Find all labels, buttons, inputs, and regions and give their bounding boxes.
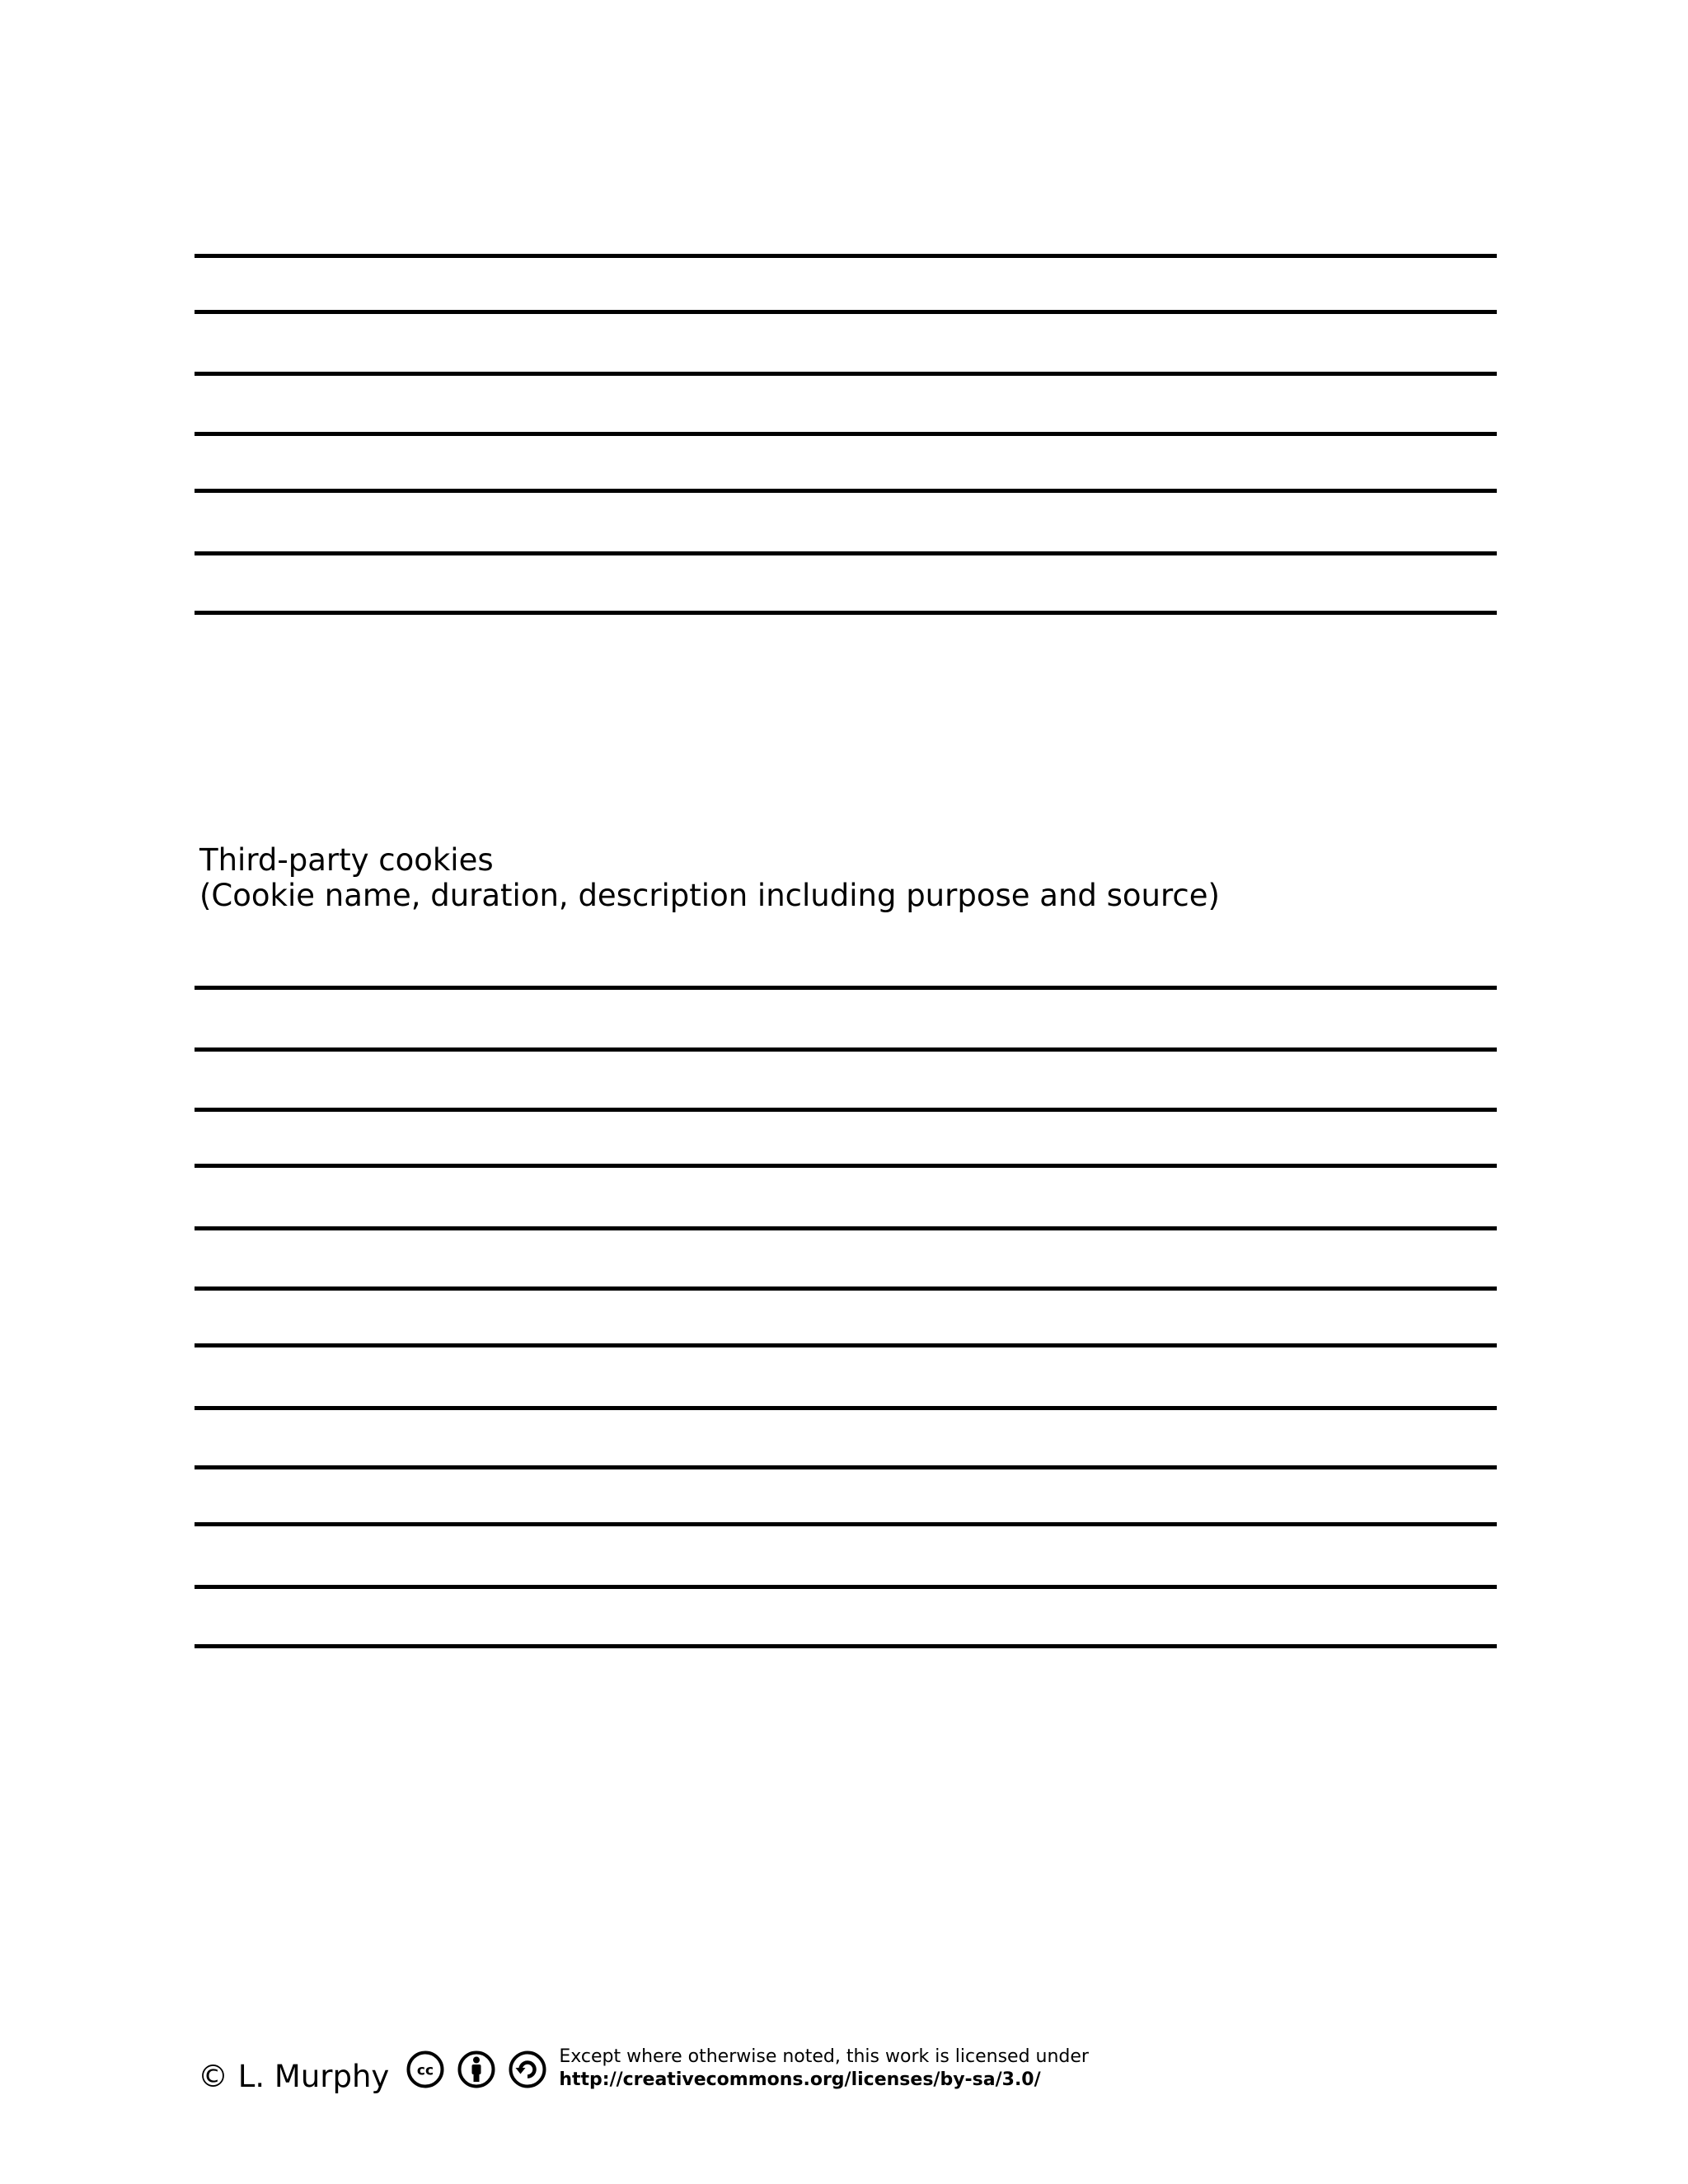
license-notice: Except where otherwise noted, this work is licensed under	[559, 2046, 1089, 2067]
writing-line	[195, 254, 1497, 258]
license-icons	[406, 2050, 547, 2089]
writing-line	[195, 1644, 1497, 1648]
section-subtitle: (Cookie name, duration, description including purpose and source)	[199, 878, 1220, 913]
writing-line	[195, 551, 1497, 555]
writing-line	[195, 432, 1497, 436]
writing-line	[195, 1047, 1497, 1052]
license-text	[559, 2046, 1089, 2092]
writing-line	[195, 1108, 1497, 1112]
writing-line	[195, 1226, 1497, 1230]
writing-line	[195, 1164, 1497, 1168]
writing-line	[195, 1286, 1497, 1291]
section-heading	[199, 842, 1220, 913]
writing-line	[195, 1406, 1497, 1410]
writing-line	[195, 611, 1497, 615]
sa-icon	[508, 2050, 547, 2089]
writing-line	[195, 1343, 1497, 1347]
copyright-notice: © L. Murphy	[198, 2059, 390, 2094]
writing-line	[195, 1465, 1497, 1469]
cc-icon	[406, 2050, 445, 2089]
footer	[198, 2032, 1089, 2098]
writing-line	[195, 310, 1497, 314]
writing-line	[195, 1585, 1497, 1589]
writing-line	[195, 372, 1497, 376]
writing-line	[195, 489, 1497, 493]
svg-text:cc: cc	[417, 2062, 434, 2079]
license-url[interactable]: http://creativecommons.org/licenses/by-sa/3.0/	[559, 2069, 1041, 2090]
writing-line	[195, 986, 1497, 990]
section-title: Third-party cookies	[199, 842, 494, 878]
by-icon	[457, 2050, 496, 2089]
writing-line	[195, 1522, 1497, 1526]
